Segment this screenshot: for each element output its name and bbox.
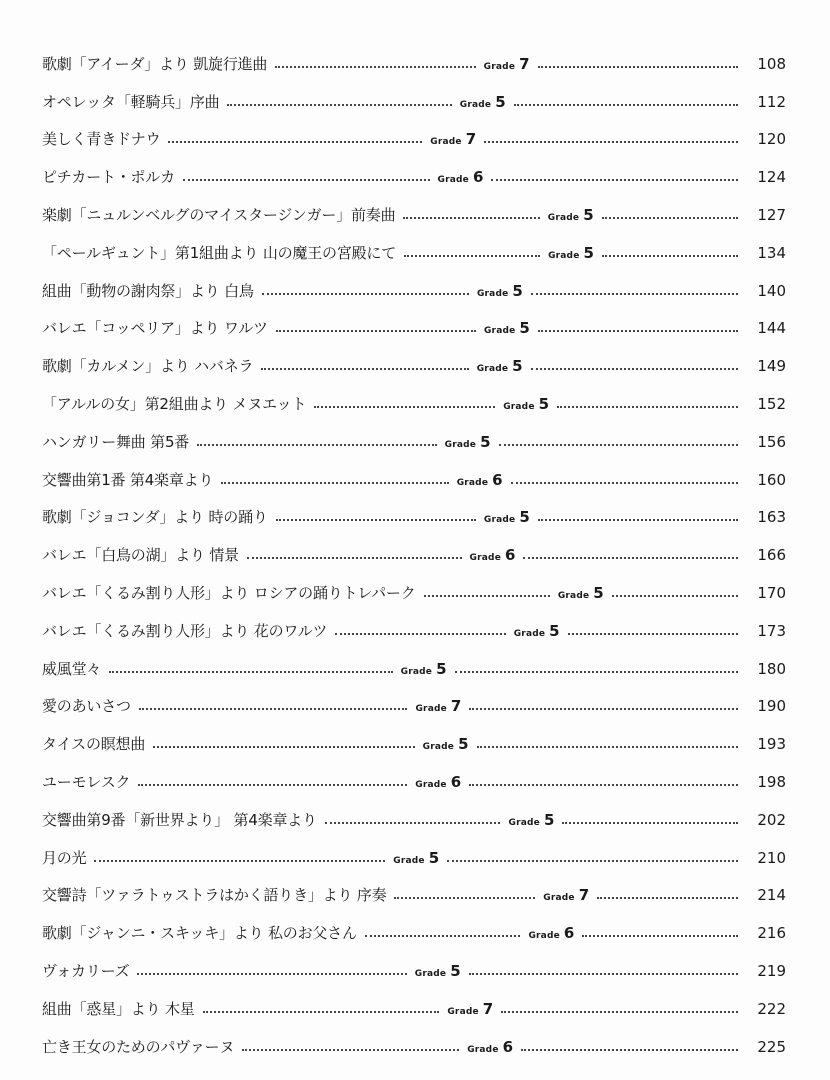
- grade-number: 5: [436, 659, 447, 678]
- grade-label: [438, 170, 484, 185]
- page-number: 140: [757, 281, 787, 300]
- page-number: 173: [757, 621, 786, 640]
- page-number: 120: [757, 130, 787, 149]
- entry-title: 歌劇「ジョコンダ」より 時の踊り: [42, 508, 268, 527]
- dot-leader: [521, 1049, 738, 1051]
- grade-number: 5: [458, 735, 469, 754]
- dot-leader: [612, 595, 738, 597]
- grade-label: [467, 1037, 514, 1056]
- toc-entry: [42, 299, 786, 337]
- page-number: 134: [757, 243, 786, 262]
- dot-leader: [137, 973, 406, 975]
- grade-label: [414, 961, 461, 980]
- dot-leader: [582, 935, 738, 937]
- page-number: 166: [757, 546, 786, 565]
- dot-leader: [276, 519, 476, 521]
- page-number: 190: [757, 697, 787, 716]
- dot-leader: [469, 784, 738, 786]
- dot-leader: [602, 255, 738, 257]
- page-number: 222: [757, 999, 786, 1018]
- grade-word: Grade: [503, 401, 535, 412]
- grade-word: Grade: [483, 61, 516, 72]
- toc-entry: [42, 677, 786, 715]
- grade-label: [430, 132, 476, 147]
- dot-leader: [394, 897, 535, 899]
- grade-label: [400, 659, 447, 678]
- grade-word: Grade: [415, 704, 447, 715]
- grade-label: [415, 772, 462, 791]
- dot-leader: [227, 104, 451, 106]
- entry-title: 組曲「惑星」より 木星: [42, 999, 195, 1018]
- page-number: 156: [757, 432, 787, 451]
- toc-entry: [42, 525, 786, 563]
- grade-label: [477, 359, 523, 374]
- grade-number: 5: [583, 205, 594, 224]
- dot-leader: [424, 595, 550, 597]
- grade-number: 6: [505, 546, 516, 565]
- page-number: 124: [757, 168, 787, 187]
- toc-entry: [42, 147, 786, 185]
- entry-title: 威風堂々: [42, 659, 102, 678]
- dot-leader: [94, 860, 385, 862]
- dot-leader: [261, 368, 468, 370]
- grade-word: Grade: [444, 439, 477, 450]
- toc-entry: [42, 110, 786, 148]
- dot-leader: [562, 822, 738, 824]
- grade-word: Grade: [422, 742, 455, 753]
- toc-entry: [42, 714, 786, 752]
- grade-word: Grade: [467, 1044, 499, 1055]
- grade-number: 7: [519, 54, 530, 73]
- grade-number: 7: [450, 697, 462, 716]
- entry-title: 楽劇「ニュルンベルグのマイスタージンガー」前奏曲: [42, 205, 396, 224]
- dot-leader: [153, 746, 414, 748]
- entry-title: タイスの瞑想曲: [42, 735, 146, 754]
- grade-number: 6: [502, 1037, 514, 1056]
- dot-leader: [469, 708, 738, 710]
- grade-word: Grade: [543, 893, 575, 904]
- grade-word: Grade: [415, 779, 447, 790]
- dot-leader: [491, 179, 738, 181]
- dot-leader: [477, 746, 738, 748]
- page-number: 193: [757, 735, 787, 754]
- entry-title: バレエ「くるみ割り人形」より ロシアの踊りトレパーク: [42, 583, 416, 602]
- page-number: 152: [757, 394, 787, 413]
- dot-leader: [455, 671, 738, 673]
- grade-word: Grade: [528, 931, 560, 942]
- dot-leader: [404, 255, 540, 257]
- page-number: 112: [757, 92, 786, 111]
- dot-leader: [247, 557, 462, 559]
- grade-label: [548, 243, 594, 262]
- dot-leader: [262, 293, 469, 295]
- grade-number: 5: [512, 281, 523, 300]
- toc-entry: [42, 752, 786, 790]
- grade-number: 7: [482, 999, 494, 1018]
- grade-label: [459, 92, 506, 111]
- dot-leader: [514, 104, 738, 106]
- entry-title: 亡き王女のためのパヴァーヌ: [42, 1037, 235, 1056]
- grade-word: Grade: [400, 666, 433, 677]
- dot-leader: [538, 330, 738, 332]
- grade-word: Grade: [547, 212, 580, 223]
- grade-number: 6: [563, 924, 575, 943]
- dot-leader: [221, 482, 448, 484]
- entry-title: オペレッタ「軽騎兵」序曲: [42, 92, 220, 111]
- page-number: 219: [757, 961, 786, 980]
- grade-word: Grade: [557, 590, 590, 601]
- page-number: 127: [757, 205, 787, 224]
- entry-title: バレエ「コッペリア」より ワルツ: [42, 319, 268, 338]
- toc-entry: [42, 223, 786, 261]
- grade-number: 5: [583, 243, 594, 262]
- grade-label: [447, 999, 494, 1018]
- grade-label: [393, 848, 440, 867]
- grade-word: Grade: [437, 175, 469, 186]
- toc-entry: [42, 488, 786, 526]
- dot-leader: [138, 784, 407, 786]
- toc-entry: [42, 639, 786, 677]
- page-number: 170: [757, 583, 787, 602]
- entry-title: 歌劇「ジャンニ・スキッキ」より 私のお父さん: [42, 924, 357, 943]
- grade-word: Grade: [508, 817, 540, 828]
- grade-number: 6: [492, 470, 503, 489]
- toc-entry: [42, 941, 786, 979]
- dot-leader: [523, 557, 738, 559]
- grade-word: Grade: [447, 1006, 479, 1017]
- grade-label: [547, 205, 594, 224]
- dot-leader: [511, 482, 738, 484]
- toc-entry: [42, 412, 786, 450]
- dot-leader: [501, 1011, 738, 1013]
- dot-leader: [203, 1011, 440, 1013]
- table-of-contents: [0, 34, 786, 1055]
- dot-leader: [365, 935, 521, 937]
- grade-word: Grade: [548, 250, 580, 261]
- toc-entry: [42, 34, 786, 72]
- grade-label: [508, 810, 555, 829]
- page-number: 163: [757, 508, 786, 527]
- entry-title: 美しく青きドナウ: [42, 130, 161, 149]
- toc-entry: [42, 563, 786, 601]
- grade-label: [423, 737, 469, 752]
- grade-word: Grade: [469, 553, 501, 564]
- page-number: 149: [757, 357, 786, 376]
- dot-leader: [314, 406, 495, 408]
- entry-title: バレエ「くるみ割り人形」より 花のワルツ: [42, 621, 328, 640]
- dot-leader: [403, 217, 539, 219]
- grade-word: Grade: [483, 515, 516, 526]
- dot-leader: [597, 897, 738, 899]
- grade-word: Grade: [430, 137, 462, 148]
- entry-title: 愛のあいさつ: [42, 697, 131, 716]
- dot-leader: [139, 708, 408, 710]
- entry-title: 月の光: [42, 848, 87, 867]
- entry-title: 歌劇「アイーダ」より 凱旋行進曲: [42, 54, 268, 73]
- grade-number: 7: [465, 130, 477, 149]
- dot-leader: [197, 444, 437, 446]
- dot-leader: [602, 217, 738, 219]
- grade-number: 5: [593, 583, 604, 602]
- page-number: 214: [757, 886, 786, 905]
- entry-title: 交響曲第9番「新世界より」 第4楽章より: [42, 810, 317, 829]
- dot-leader: [499, 444, 739, 446]
- grade-word: Grade: [513, 628, 546, 639]
- grade-label: [415, 699, 461, 714]
- page-number: 216: [757, 924, 787, 943]
- entry-title: ピチカート・ポルカ: [42, 168, 175, 187]
- dot-leader: [484, 141, 738, 143]
- toc-entry: [42, 866, 786, 904]
- grade-label: [470, 548, 516, 563]
- grade-word: Grade: [476, 288, 509, 299]
- toc-entry: [42, 336, 786, 374]
- toc-entry: [42, 903, 786, 941]
- grade-number: 5: [428, 848, 440, 867]
- grade-number: 5: [538, 394, 550, 413]
- toc-entry: [42, 185, 786, 223]
- entry-title: 交響曲第1番 第4楽章より: [42, 470, 214, 489]
- dot-leader: [275, 66, 475, 68]
- grade-number: 5: [450, 961, 461, 980]
- grade-label: [543, 888, 589, 903]
- page-number: 210: [757, 848, 787, 867]
- grade-word: Grade: [456, 477, 489, 488]
- entry-title: 歌劇「カルメン」より ハバネラ: [42, 357, 254, 376]
- grade-number: 5: [512, 357, 523, 376]
- grade-number: 5: [480, 432, 491, 451]
- toc-entry: [42, 979, 786, 1017]
- dot-leader: [538, 66, 738, 68]
- dot-leader: [276, 330, 476, 332]
- dot-leader: [531, 368, 738, 370]
- grade-number: 5: [495, 92, 506, 111]
- dot-leader: [568, 633, 738, 635]
- toc-entry: [42, 261, 786, 299]
- grade-label: [557, 583, 604, 602]
- grade-label: [476, 281, 523, 300]
- entry-title: 交響詩「ツァラトゥストラはかく語りき」より 序奏: [42, 886, 387, 905]
- grade-word: Grade: [476, 364, 509, 375]
- entry-title: ハンガリー舞曲 第5番: [42, 432, 190, 451]
- page-number: 108: [757, 54, 786, 73]
- grade-label: [484, 321, 530, 336]
- grade-label: [484, 510, 530, 525]
- entry-title: 「アルルの女」第2組曲より メヌエット: [42, 394, 307, 413]
- grade-number: 5: [543, 810, 555, 829]
- dot-leader: [183, 179, 430, 181]
- dot-leader: [168, 141, 422, 143]
- page-number: 225: [757, 1037, 786, 1056]
- toc-entry: [42, 374, 786, 412]
- toc-entry: [42, 1017, 786, 1055]
- toc-entry: [42, 828, 786, 866]
- grade-label: [503, 394, 550, 413]
- dot-leader: [109, 671, 392, 673]
- grade-word: Grade: [483, 326, 516, 337]
- dot-leader: [531, 293, 738, 295]
- dot-leader: [469, 973, 738, 975]
- dot-leader: [242, 1049, 459, 1051]
- entry-title: バレエ「白鳥の湖」より 情景: [42, 546, 239, 565]
- dot-leader: [538, 519, 738, 521]
- toc-entry: [42, 790, 786, 828]
- grade-label: [444, 432, 491, 451]
- dot-leader: [447, 860, 738, 862]
- grade-label: [513, 621, 560, 640]
- grade-number: 6: [472, 168, 484, 187]
- page-number: 198: [757, 772, 786, 791]
- grade-word: Grade: [414, 968, 447, 979]
- toc-entry: [42, 450, 786, 488]
- grade-label: [528, 926, 574, 941]
- dot-leader: [325, 822, 501, 824]
- page-number: 180: [757, 659, 786, 678]
- page-number: 144: [757, 319, 786, 338]
- page-number: 160: [757, 470, 786, 489]
- grade-number: 5: [519, 319, 530, 338]
- grade-number: 6: [450, 772, 462, 791]
- dot-leader: [557, 406, 738, 408]
- grade-label: [483, 54, 530, 73]
- grade-word: Grade: [459, 99, 492, 110]
- grade-label: [456, 470, 503, 489]
- page-number: 202: [757, 810, 786, 829]
- toc-entry: [42, 601, 786, 639]
- entry-title: 組曲「動物の謝肉祭」より 白鳥: [42, 281, 254, 300]
- entry-title: ヴォカリーズ: [42, 961, 130, 980]
- entry-title: 「ペールギュント」第1組曲より 山の魔王の宮殿にて: [42, 243, 397, 262]
- grade-number: 5: [519, 508, 530, 527]
- entry-title: ユーモレスク: [42, 772, 131, 791]
- dot-leader: [335, 633, 505, 635]
- toc-entry: [42, 72, 786, 110]
- grade-number: 5: [549, 621, 560, 640]
- grade-word: Grade: [393, 855, 425, 866]
- grade-number: 7: [578, 886, 590, 905]
